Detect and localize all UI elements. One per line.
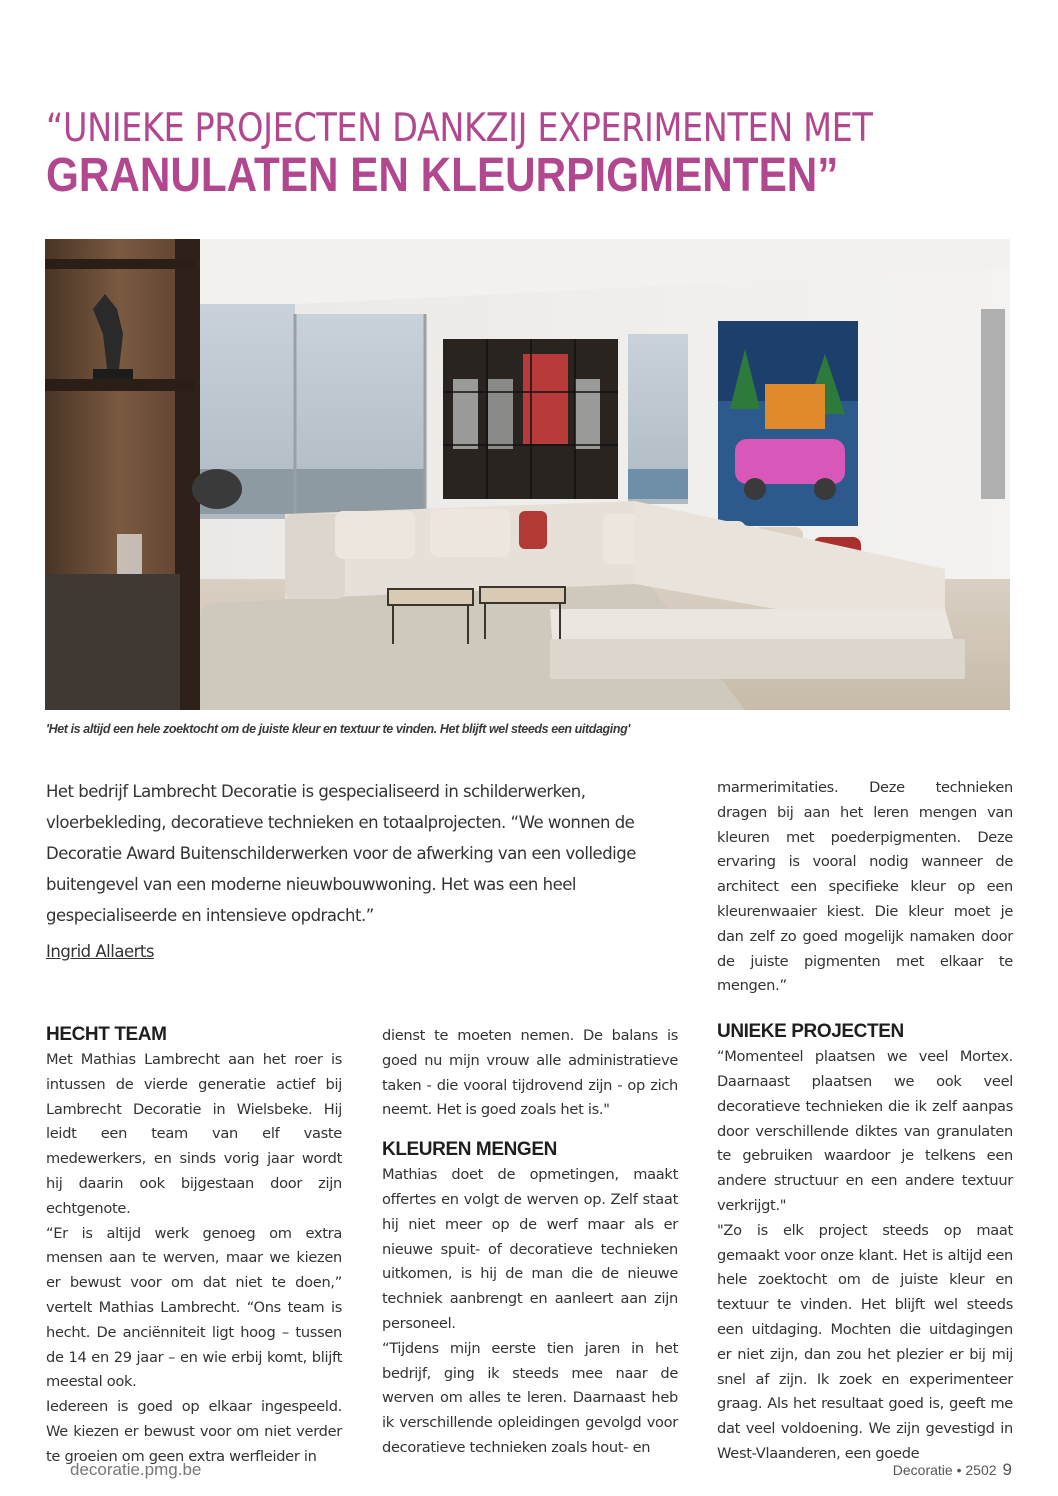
col1-paragraph-3: Iedereen is goed op elkaar ingespeeld. We kiezen er bewust voor om niet verder te groeien om geen extra werfleider in — [46, 1398, 342, 1465]
col1-paragraph-2: “Er is altijd werk genoeg om extra mensen aan te werven, maar we kiezen er bewust voor om dat niet te doen,” vertelt Mathias Lambrecht. “Ons team is hecht. De anciënniteit ligt hoog – tussen de 14 en 29 jaar – en wie erbij komt, blijft meestal ook. — [46, 1224, 342, 1391]
column-2 — [382, 1024, 678, 1461]
footer-website: decoratie.pmg.be — [70, 1460, 202, 1479]
headline-line-1: “UNIEKE PROJECTEN DANKZIJ EXPERIMENTEN MET — [46, 106, 873, 151]
intro-paragraph — [46, 776, 666, 931]
col3-paragraph-1: marmerimitaties. Deze technieken dragen bij aan het leren mengen van kleuren met poederpigmenten. Deze ervaring is vooral nodig wanneer de architect een specifieke kleur op een kleurenwaaier kiest. Die kleur moet je dan zelf zo goed mogelijk namaken door de juiste pigmenten met elkaar te mengen.” — [717, 779, 1013, 995]
headline-line-2: GRANULATEN EN KLEURPIGMENTEN” — [46, 149, 839, 202]
col2-paragraph-3: “Tijdens mijn eerste tien jaren in het bedrijf, ging ik steeds mee naar de werven om alles te leren. Daarnaast heb ik verschillende opleidingen gevolgd voor decoratieve technieken zoals hout- en — [382, 1339, 678, 1456]
issue-label: Decoratie • 2502 — [892, 1462, 997, 1478]
photo-caption: 'Het is altijd een hele zoektocht om de juiste kleur en textuur te vinden. Het blijft wel steeds een uitdaging' — [46, 722, 630, 736]
col3-paragraph-3: "Zo is elk project steeds op maat gemaakt voor onze klant. Het is altijd een hele zoektocht om de juiste kleur en textuur te vinden. Het blijft wel steeds een uitdaging. Mochten die uitdagingen er niet zijn, dan zou het plezier er bij mij snel af zijn. Ik zoek en experimenteer graag. Als het resultaat goed is, geeft me dat veel voldoening. We zijn gevestigd in West-Vlaanderen, een goede — [717, 1221, 1013, 1462]
column-1 — [46, 1022, 342, 1470]
living-room-illustration — [45, 239, 1010, 710]
heading-unieke-projecten: UNIEKE PROJECTEN — [717, 1021, 904, 1043]
author-byline: Ingrid Allaerts — [46, 942, 154, 961]
page-number: 9 — [1002, 1460, 1012, 1479]
col2-paragraph-2: Mathias doet de opmetingen, maakt offertes en volgt de werven op. Zelf staat hij niet meer op de werf maar als er nieuwe spuit- of decoratieve technieken uitkomen, is hij de man die de nieuwe techniek aanbrengt en aanleert aan zijn personeel. — [382, 1166, 678, 1332]
intro-text: Het bedrijf Lambrecht Decoratie is gespecialiseerd in schilderwerken, vloerbekleding, decoratieve technieken en totaalprojecten. “We wonnen de Decoratie Award Buitenschilderwerken voor de afwerking van een volledige buitengevel van een moderne nieuwbouwwoning. Het was een heel gespecialiseerde en intensieve opdracht.” — [46, 782, 636, 925]
col1-paragraph-1: Met Mathias Lambrecht aan het roer is intussen de vierde generatie actief bij Lambrecht Decoratie in Wielsbeke. Hij leidt een team van elf vaste medewerkers, en sinds vorig jaar wordt hij daarin ook bijgestaan door zijn echtgenote. — [46, 1051, 342, 1217]
heading-hecht-team: HECHT TEAM — [46, 1024, 167, 1045]
col3-paragraph-2: “Momenteel plaatsen we veel Mortex. Daarnaast plaatsen we ook veel decoratieve technieken die ik zelf aanpas door verschillende diktes van granulaten te gebruiken waardoor je telkens een andere structuur en een andere textuur verkrijgt." — [717, 1048, 1013, 1214]
living-room-photo — [45, 239, 1010, 710]
footer-issue — [893, 1460, 1012, 1480]
col2-paragraph-1: dienst te moeten nemen. De balans is goed nu mijn vrouw alle administratieve taken - die vooral tijdrovend zijn - op zich neemt. Het is goed zoals het is." — [382, 1027, 678, 1119]
heading-kleuren-mengen: KLEUREN MENGEN — [382, 1139, 557, 1161]
column-3 — [717, 776, 1013, 1467]
